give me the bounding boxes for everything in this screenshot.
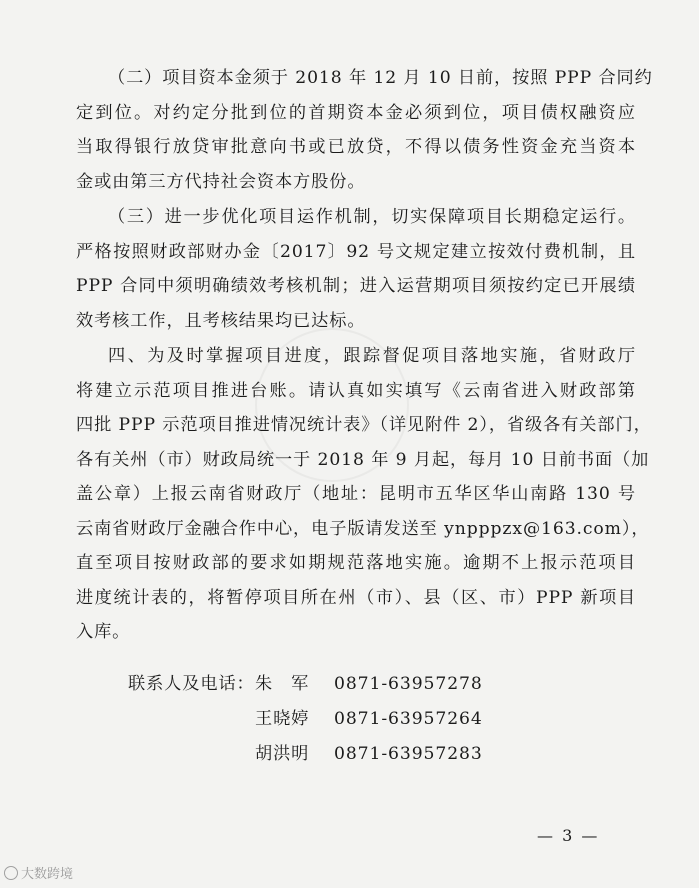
paragraph-mechanism xyxy=(76,200,636,338)
contact-phone: 0871-63957278 xyxy=(334,674,483,694)
text-line: （三）进一步优化项目运作机制，切实保障项目长期稳定运行。 xyxy=(108,207,636,227)
text-line: 直至项目按财政部的要求如期规范落地实施。逾期不上报示范项目 xyxy=(76,553,636,573)
text-line: 云南省财政厅金融合作中心，电子版请发送至 ynpppzx@163.com）， xyxy=(76,518,650,539)
contact-name: 王晓婷 xyxy=(255,709,310,729)
text-line: 入库。 xyxy=(76,622,131,642)
text-line: 定到位。对约定分批到位的首期资本金必须到位，项目债权融资应 xyxy=(76,102,636,123)
contact-phone: 0871-63957264 xyxy=(334,709,483,729)
watermark-logo-icon xyxy=(4,866,18,880)
contact-phone: 0871-63957283 xyxy=(334,744,483,764)
watermark-text: 大数跨境 xyxy=(21,867,74,882)
text-line: 当取得银行放贷审批意向书或已放贷，不得以债务性资金充当资本 xyxy=(76,137,636,157)
text-line: 金或由第三方代持社会资本方股份。 xyxy=(76,171,366,192)
contact-name: 胡洪明 xyxy=(255,744,310,764)
text-line: 效考核工作，且考核结果均已达标。 xyxy=(76,310,366,331)
text-line: 四批 PPP 示范项目推进情况统计表》（详见附件 2），省级各有关部门， xyxy=(76,415,652,435)
text-line: 各有关州（市）财政局统一于 2018 年 9 月起，每月 10 日前书面（加 xyxy=(76,449,650,470)
text-line: 进度统计表的，将暂停项目所在州（市）、县（区、市）PPP 新项目 xyxy=(76,587,636,608)
paragraph-progress xyxy=(76,339,652,650)
paragraph-capital xyxy=(76,61,653,199)
text-line: （二）项目资本金须于 2018 年 12 月 10 日前，按照 PPP 合同约 xyxy=(108,68,653,88)
contacts-label: 联系人及电话： xyxy=(128,674,255,694)
watermark xyxy=(4,863,73,882)
text-line: 严格按照财政部财办金〔2017〕92 号文规定建立按效付费机制，且 xyxy=(76,241,636,262)
text-line: 将建立示范项目推进台账。请认真如实填写《云南省进入财政部第 xyxy=(76,380,636,401)
contact-name: 朱 军 xyxy=(255,674,310,694)
text-line: 四、为及时掌握项目进度，跟踪督促项目落地实施，省财政厅 xyxy=(108,346,636,366)
text-line: 盖公章）上报云南省财政厅（地址：昆明市五华区华山南路 130 号 xyxy=(76,484,636,504)
page-number: — 3 — xyxy=(537,826,600,845)
text-line: PPP 合同中须明确绩效考核机制；进入运营期项目须按约定已开展绩 xyxy=(76,276,636,296)
